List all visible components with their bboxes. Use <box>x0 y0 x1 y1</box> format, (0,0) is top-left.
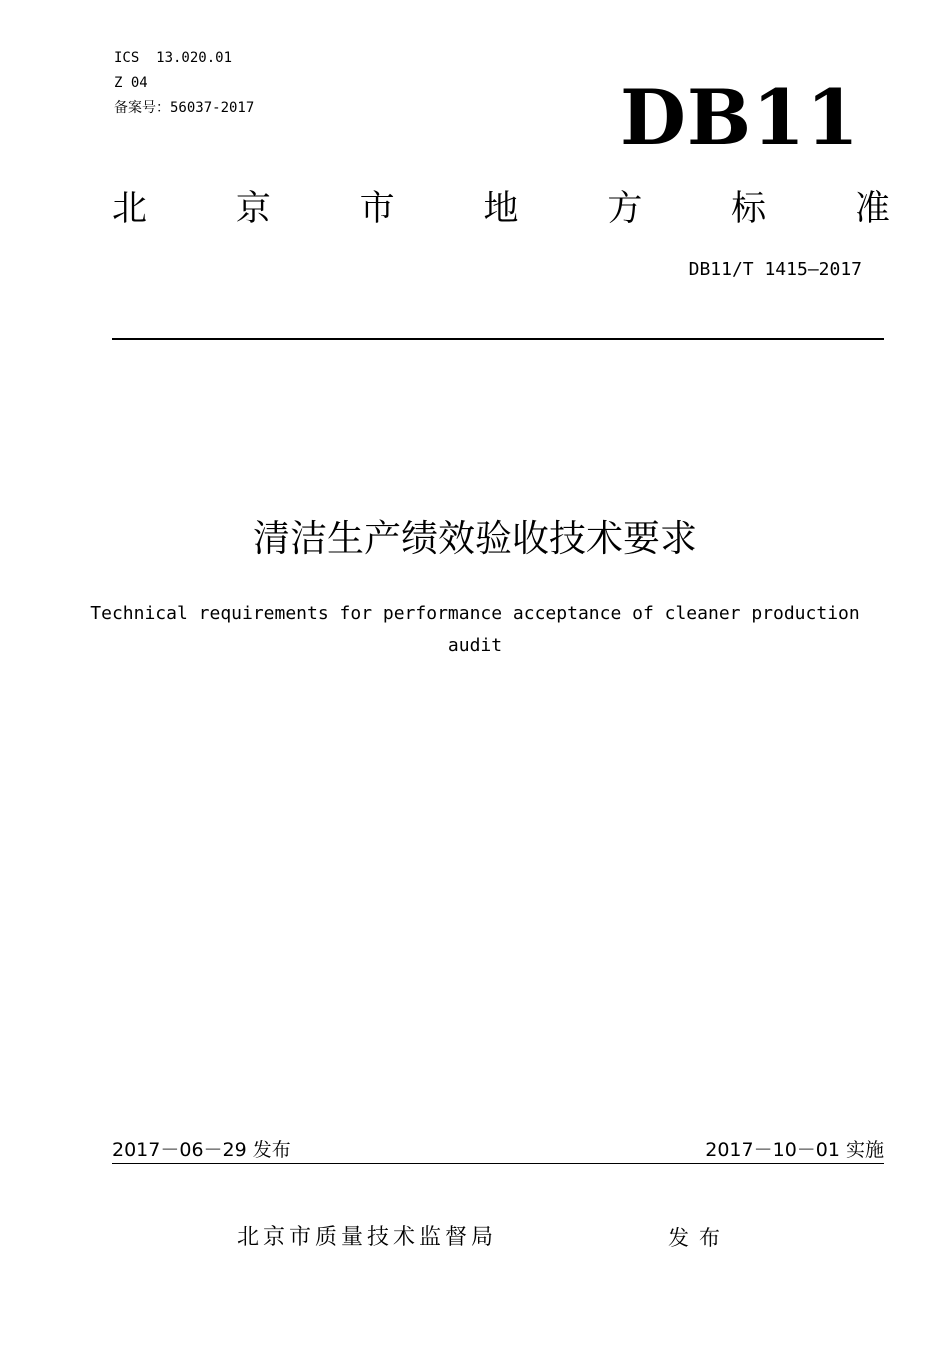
issue-date: 2017－06－29 发布 <box>112 1139 291 1161</box>
ccs-code: Z 04 <box>114 75 148 91</box>
issuing-authority: 北京市质量技术监督局 <box>237 1225 498 1250</box>
standard-type-char: 北 <box>112 189 148 229</box>
title-english: Technical requirements for performance acceptance of cleaner production audit <box>90 603 860 656</box>
standard-type-char: 京 <box>235 189 271 229</box>
date-divider <box>112 1163 884 1164</box>
standard-code: DB11/T 1415—2017 <box>688 259 862 280</box>
standard-type-char: 方 <box>607 189 643 229</box>
standard-type-char: 地 <box>483 189 519 229</box>
standard-type-char: 准 <box>854 189 890 229</box>
publish-label: 发布 <box>668 1226 730 1250</box>
standard-type-heading <box>112 186 890 232</box>
standard-logo: DB11 <box>620 73 860 162</box>
standard-type-char: 市 <box>359 189 395 229</box>
ics-code: ICS 13.020.01 <box>114 50 233 66</box>
standard-type-char: 标 <box>731 189 767 229</box>
header-divider <box>112 338 884 340</box>
implementation-date: 2017－10－01 实施 <box>705 1139 884 1161</box>
record-number: 备案号：56037-2017 <box>114 100 255 116</box>
title-chinese: 清洁生产绩效验收技术要求 <box>253 517 697 560</box>
